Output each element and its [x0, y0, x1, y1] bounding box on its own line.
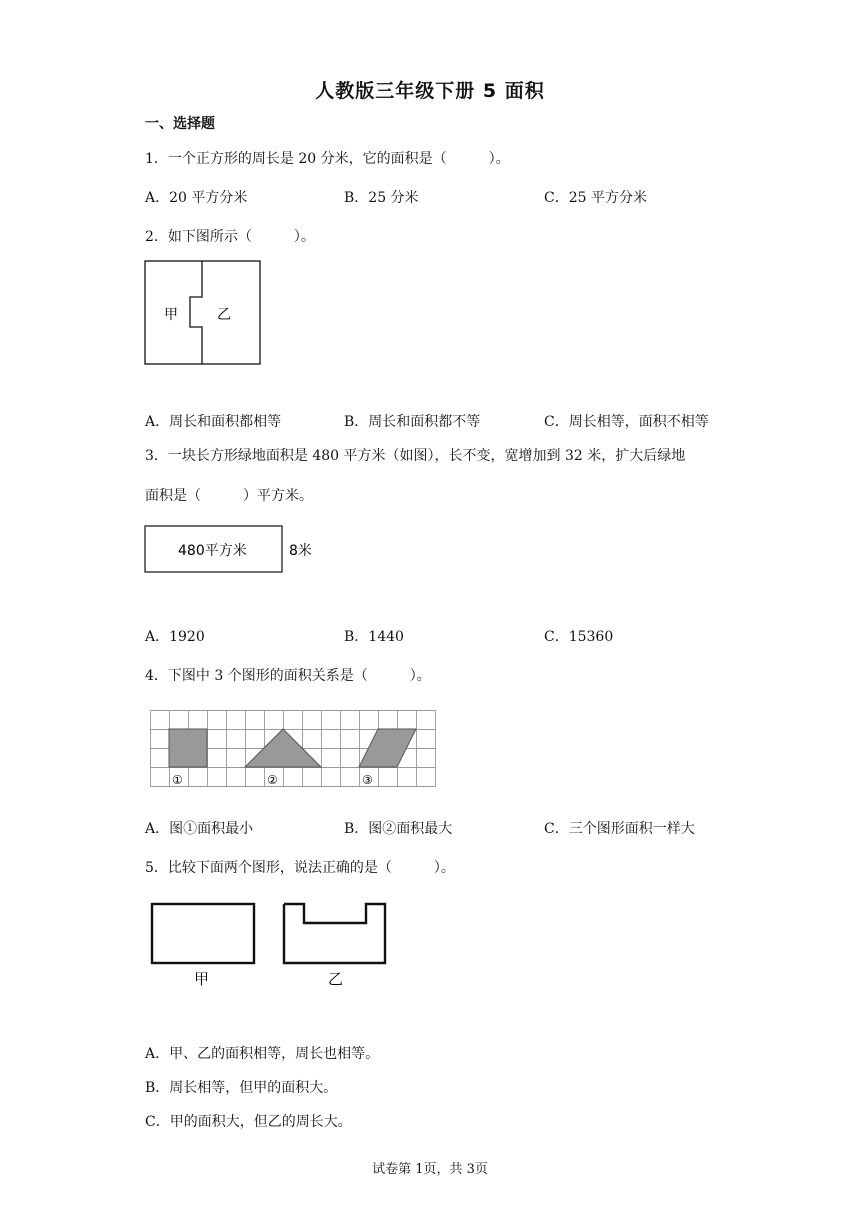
question-3-option-c: C．15360: [544, 629, 614, 645]
question-5-option-b: B．周长相等，但甲的面积大。: [145, 1080, 338, 1096]
question-4-text: 4．下图中 3 个图形的面积关系是（ ）。: [145, 668, 431, 684]
question-1-text: 1．一个正方形的周长是 20 分米，它的面积是（ ）。: [145, 151, 510, 167]
figure-label-jia: 甲: [164, 307, 178, 323]
question-5-text: 5．比较下面两个图形，说法正确的是（ ）。: [145, 860, 455, 876]
question-5-option-c: C．甲的面积大，但乙的周长大。: [145, 1114, 352, 1130]
question-1-option-b: B．25 分米: [344, 190, 419, 206]
shape-2-label: ②: [267, 773, 278, 787]
shape-2-triangle: [245, 729, 321, 767]
figure-label-yi: 乙: [328, 970, 344, 988]
shape-1-square: [169, 729, 207, 767]
question-1-option-a: A．20 平方分米: [145, 190, 248, 206]
width-label: 8米: [289, 543, 312, 559]
page-footer: 试卷第 1页，共 3页: [372, 1162, 488, 1177]
question-4-option-c: C．三个图形面积一样大: [544, 821, 695, 837]
question-2-figure: [144, 260, 262, 366]
question-1-option-c: C．25 平方分米: [544, 190, 647, 206]
question-5-figure: [150, 900, 390, 992]
question-2-option-c: C．周长相等，面积不相等: [544, 414, 709, 430]
shape-1-label: ①: [172, 773, 183, 787]
question-3-text-line2: 面积是（ ）平方米。: [145, 488, 313, 504]
section-heading: 一、选择题: [145, 116, 215, 132]
question-3-option-b: B．1440: [344, 629, 404, 645]
area-label: 480平方米: [178, 543, 247, 559]
question-4-grid-figure: [150, 710, 440, 790]
question-2-option-a: A．周长和面积都相等: [145, 414, 282, 430]
shape-jia-rectangle: [152, 904, 254, 963]
dividing-line: [190, 261, 202, 364]
shape-yi-notched: [284, 904, 385, 963]
question-3-option-a: A．1920: [145, 629, 205, 645]
question-2-option-b: B．周长和面积都不等: [344, 414, 481, 430]
question-4-option-a: A．图①面积最小: [145, 821, 254, 837]
page-title: 人教版三年级下册 5 面积: [315, 80, 545, 102]
question-3-text-line1: 3．一块长方形绿地面积是 480 平方米（如图），长不变，宽增加到 32 米，扩大后绿地: [145, 448, 686, 464]
shape-3-label: ③: [362, 773, 373, 787]
figure-label-jia: 甲: [194, 970, 210, 988]
question-3-figure: [144, 525, 324, 575]
question-4-option-b: B．图②面积最大: [344, 821, 453, 837]
shape-3-parallelogram: [359, 729, 416, 767]
figure-label-yi: 乙: [217, 307, 231, 323]
question-2-text: 2．如下图所示（ ）。: [145, 229, 315, 245]
question-5-option-a: A．甲、乙的面积相等，周长也相等。: [145, 1046, 380, 1062]
